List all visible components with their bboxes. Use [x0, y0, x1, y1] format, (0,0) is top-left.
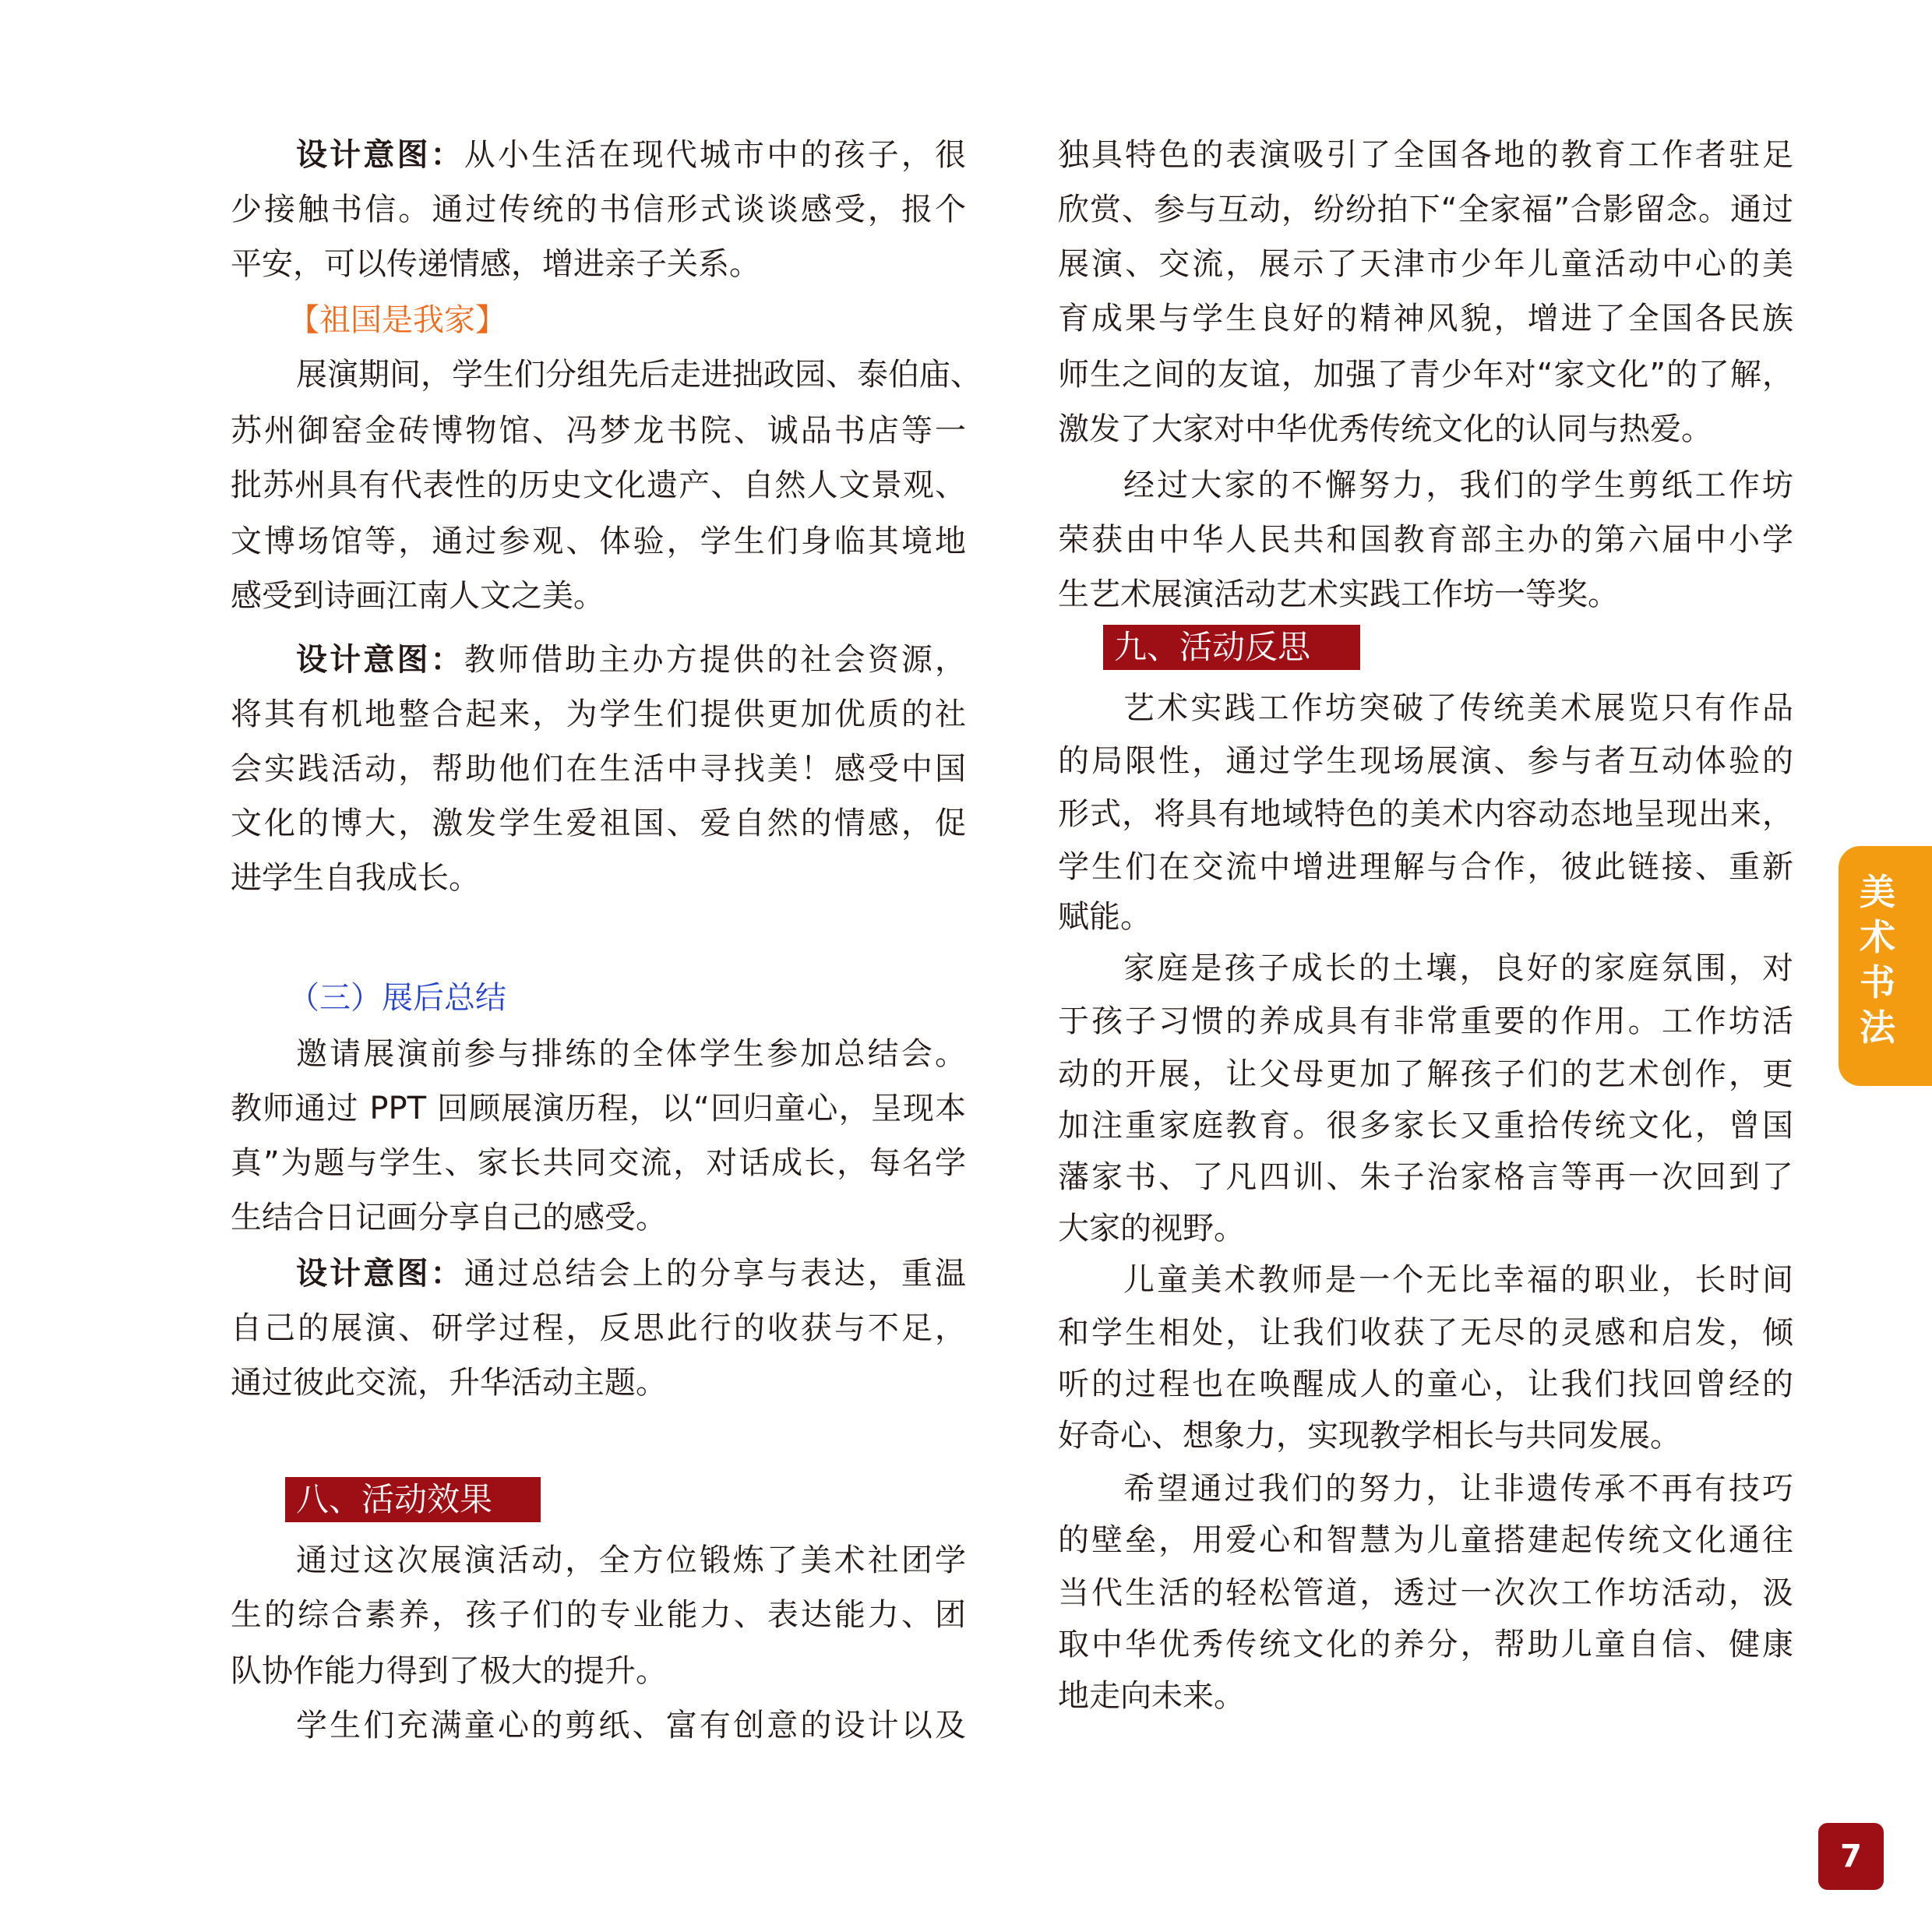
paragraph-line: 地走向未来。 [1058, 1678, 1245, 1714]
design-intent-label: 设计意图： [296, 1256, 464, 1292]
paragraph-line: 的壁垒，用爱心和智慧为儿童搭建起传统文化通往 [1058, 1522, 1793, 1558]
paragraph-line: 希望通过我们的努力，让非遗传承不再有技巧 [1123, 1471, 1793, 1507]
paragraph-line: 进学生自我成长。 [231, 860, 480, 896]
paragraph-line: 展演、交流，展示了天津市少年儿童活动中心的美 [1058, 246, 1793, 282]
paragraph-line: 教师通过 PPT 回顾展演历程，以“回归童心，呈现本 [231, 1091, 966, 1126]
paragraph-line: 感受到诗画江南人文之美。 [231, 578, 605, 614]
paragraph-line: 苏州御窑金砖博物馆、冯梦龙书院、诚品书店等一 [231, 413, 966, 449]
paragraph-line: 家庭是孩子成长的土壤，良好的家庭氛围，对 [1123, 950, 1793, 986]
paragraph-line: 生结合日记画分享自己的感受。 [231, 1200, 667, 1236]
side-tab-char: 术 [1860, 916, 1895, 958]
paragraph-line: 经过大家的不懈努力，我们的学生剪纸工作坊 [1123, 467, 1793, 503]
paragraph-line: 平安，可以传递情感，增进亲子关系。 [231, 246, 760, 282]
paragraph-line: 儿童美术教师是一个无比幸福的职业，长时间 [1123, 1262, 1793, 1298]
paragraph-line: 学生们充满童心的剪纸、富有创意的设计以及 [296, 1708, 966, 1743]
side-category-tab [1839, 846, 1932, 1086]
design-intent-label: 设计意图： [296, 137, 464, 173]
paragraph-line: 文博场馆等，通过参观、体验，学生们身临其境地 [231, 524, 966, 559]
paragraph-line: 将其有机地整合起来，为学生们提供更加优质的社 [231, 696, 966, 732]
paragraph-line: 真”为题与学生、家长共同交流，对话成长，每名学 [231, 1145, 966, 1181]
paragraph-line: 生的综合素养，孩子们的专业能力、表达能力、团 [231, 1597, 966, 1633]
paragraph-line: 自己的展演、研学过程，反思此行的收获与不足， [231, 1310, 966, 1346]
paragraph-line: 荣获由中华人民共和国教育部主办的第六届中小学 [1058, 522, 1793, 558]
paragraph-line: 于孩子习惯的养成具有非常重要的作用。工作坊活 [1058, 1003, 1793, 1039]
paragraph-line: 会实践活动，帮助他们在生活中寻找美！感受中国 [231, 751, 966, 787]
paragraph-line: 独具特色的表演吸引了全国各地的教育工作者驻足 [1058, 137, 1793, 173]
paragraph-line: 队协作能力得到了极大的提升。 [231, 1653, 667, 1689]
paragraph-design-intent-3-line: 设计意图：通过总结会上的分享与表达，重温 [296, 1256, 967, 1292]
paragraph-line: 少接触书信。通过传统的书信形式谈谈感受，报个 [231, 192, 966, 227]
page-number: 7 [1818, 1823, 1884, 1890]
paragraph-line: 学生们在交流中增进理解与合作，彼此链接、重新 [1058, 849, 1793, 885]
paragraph-line: 通过彼此交流，升华活动主题。 [231, 1365, 667, 1401]
paragraph-line: 艺术实践工作坊突破了传统美术展览只有作品 [1123, 690, 1793, 726]
paragraph-line: 当代生活的轻松管道，透过一次次工作坊活动，汲 [1058, 1575, 1793, 1611]
paragraph-line: 取中华优秀传统文化的养分，帮助儿童自信、健康 [1058, 1627, 1793, 1662]
design-intent-label: 设计意图： [296, 642, 464, 678]
paragraph-line: 邀请展演前参与排练的全体学生参加总结会。 [296, 1036, 966, 1072]
paragraph-line: 批苏州具有代表性的历史文化遗产、自然人文景观、 [231, 467, 966, 503]
paragraph-line: 听的过程也在唤醒成人的童心，让我们找回曾经的 [1058, 1366, 1793, 1402]
paragraph-line: 激发了大家对中华优秀传统文化的认同与热爱。 [1058, 411, 1712, 447]
side-tab-char: 法 [1860, 1007, 1895, 1049]
paragraph-design-intent-1-line: 设计意图：从小生活在现代城市中的孩子，很 [296, 137, 967, 173]
paragraph-line: 好奇心、想象力，实现教学相长与共同发展。 [1058, 1418, 1681, 1454]
subheading-post-summary: （三）展后总结 [288, 980, 506, 1016]
paragraph-line: 赋能。 [1058, 899, 1151, 935]
paragraph-line: 欣赏、参与互动，纷纷拍下“全家福”合影留念。通过 [1058, 192, 1793, 227]
section-heading-9: 九、活动反思 [1103, 625, 1360, 670]
paragraph-line: 育成果与学生良好的精神风貌，增进了全国各民族 [1058, 301, 1793, 337]
paragraph-line: 文化的博大，激发学生爱祖国、爱自然的情感，促 [231, 806, 966, 841]
paragraph-line: 和学生相处，让我们收获了无尽的灵感和启发，倾 [1058, 1315, 1793, 1351]
paragraph-line: 动的开展，让父母更加了解孩子们的艺术创作，更 [1058, 1056, 1793, 1092]
paragraph-line: 形式，将具有地域特色的美术内容动态地呈现出来， [1058, 796, 1793, 832]
paragraph-line: 藩家书、了凡四训、朱子治家格言等再一次回到了 [1058, 1159, 1793, 1195]
side-tab-char: 美 [1860, 871, 1895, 913]
section-heading-8: 八、活动效果 [285, 1477, 541, 1522]
paragraph-line: 通过这次展演活动，全方位锻炼了美术社团学 [296, 1542, 966, 1578]
paragraph-line: 生艺术展演活动艺术实践工作坊一等奖。 [1058, 576, 1619, 612]
paragraph-line: 大家的视野。 [1058, 1211, 1245, 1246]
paragraph-line: 的局限性，通过学生现场展演、参与者互动体验的 [1058, 743, 1793, 779]
subheading-homeland: 【祖国是我家】 [288, 302, 506, 338]
paragraph-line: 师生之间的友谊，加强了青少年对“家文化”的了解， [1058, 357, 1793, 393]
paragraph-design-intent-2-line: 设计意图：教师借助主办方提供的社会资源， [296, 642, 967, 678]
paragraph-line: 加注重家庭教育。很多家长又重拾传统文化，曾国 [1058, 1108, 1793, 1144]
paragraph-line: 展演期间，学生们分组先后走进拙政园、泰伯庙、 [296, 357, 982, 393]
side-tab-char: 书 [1860, 961, 1895, 1003]
